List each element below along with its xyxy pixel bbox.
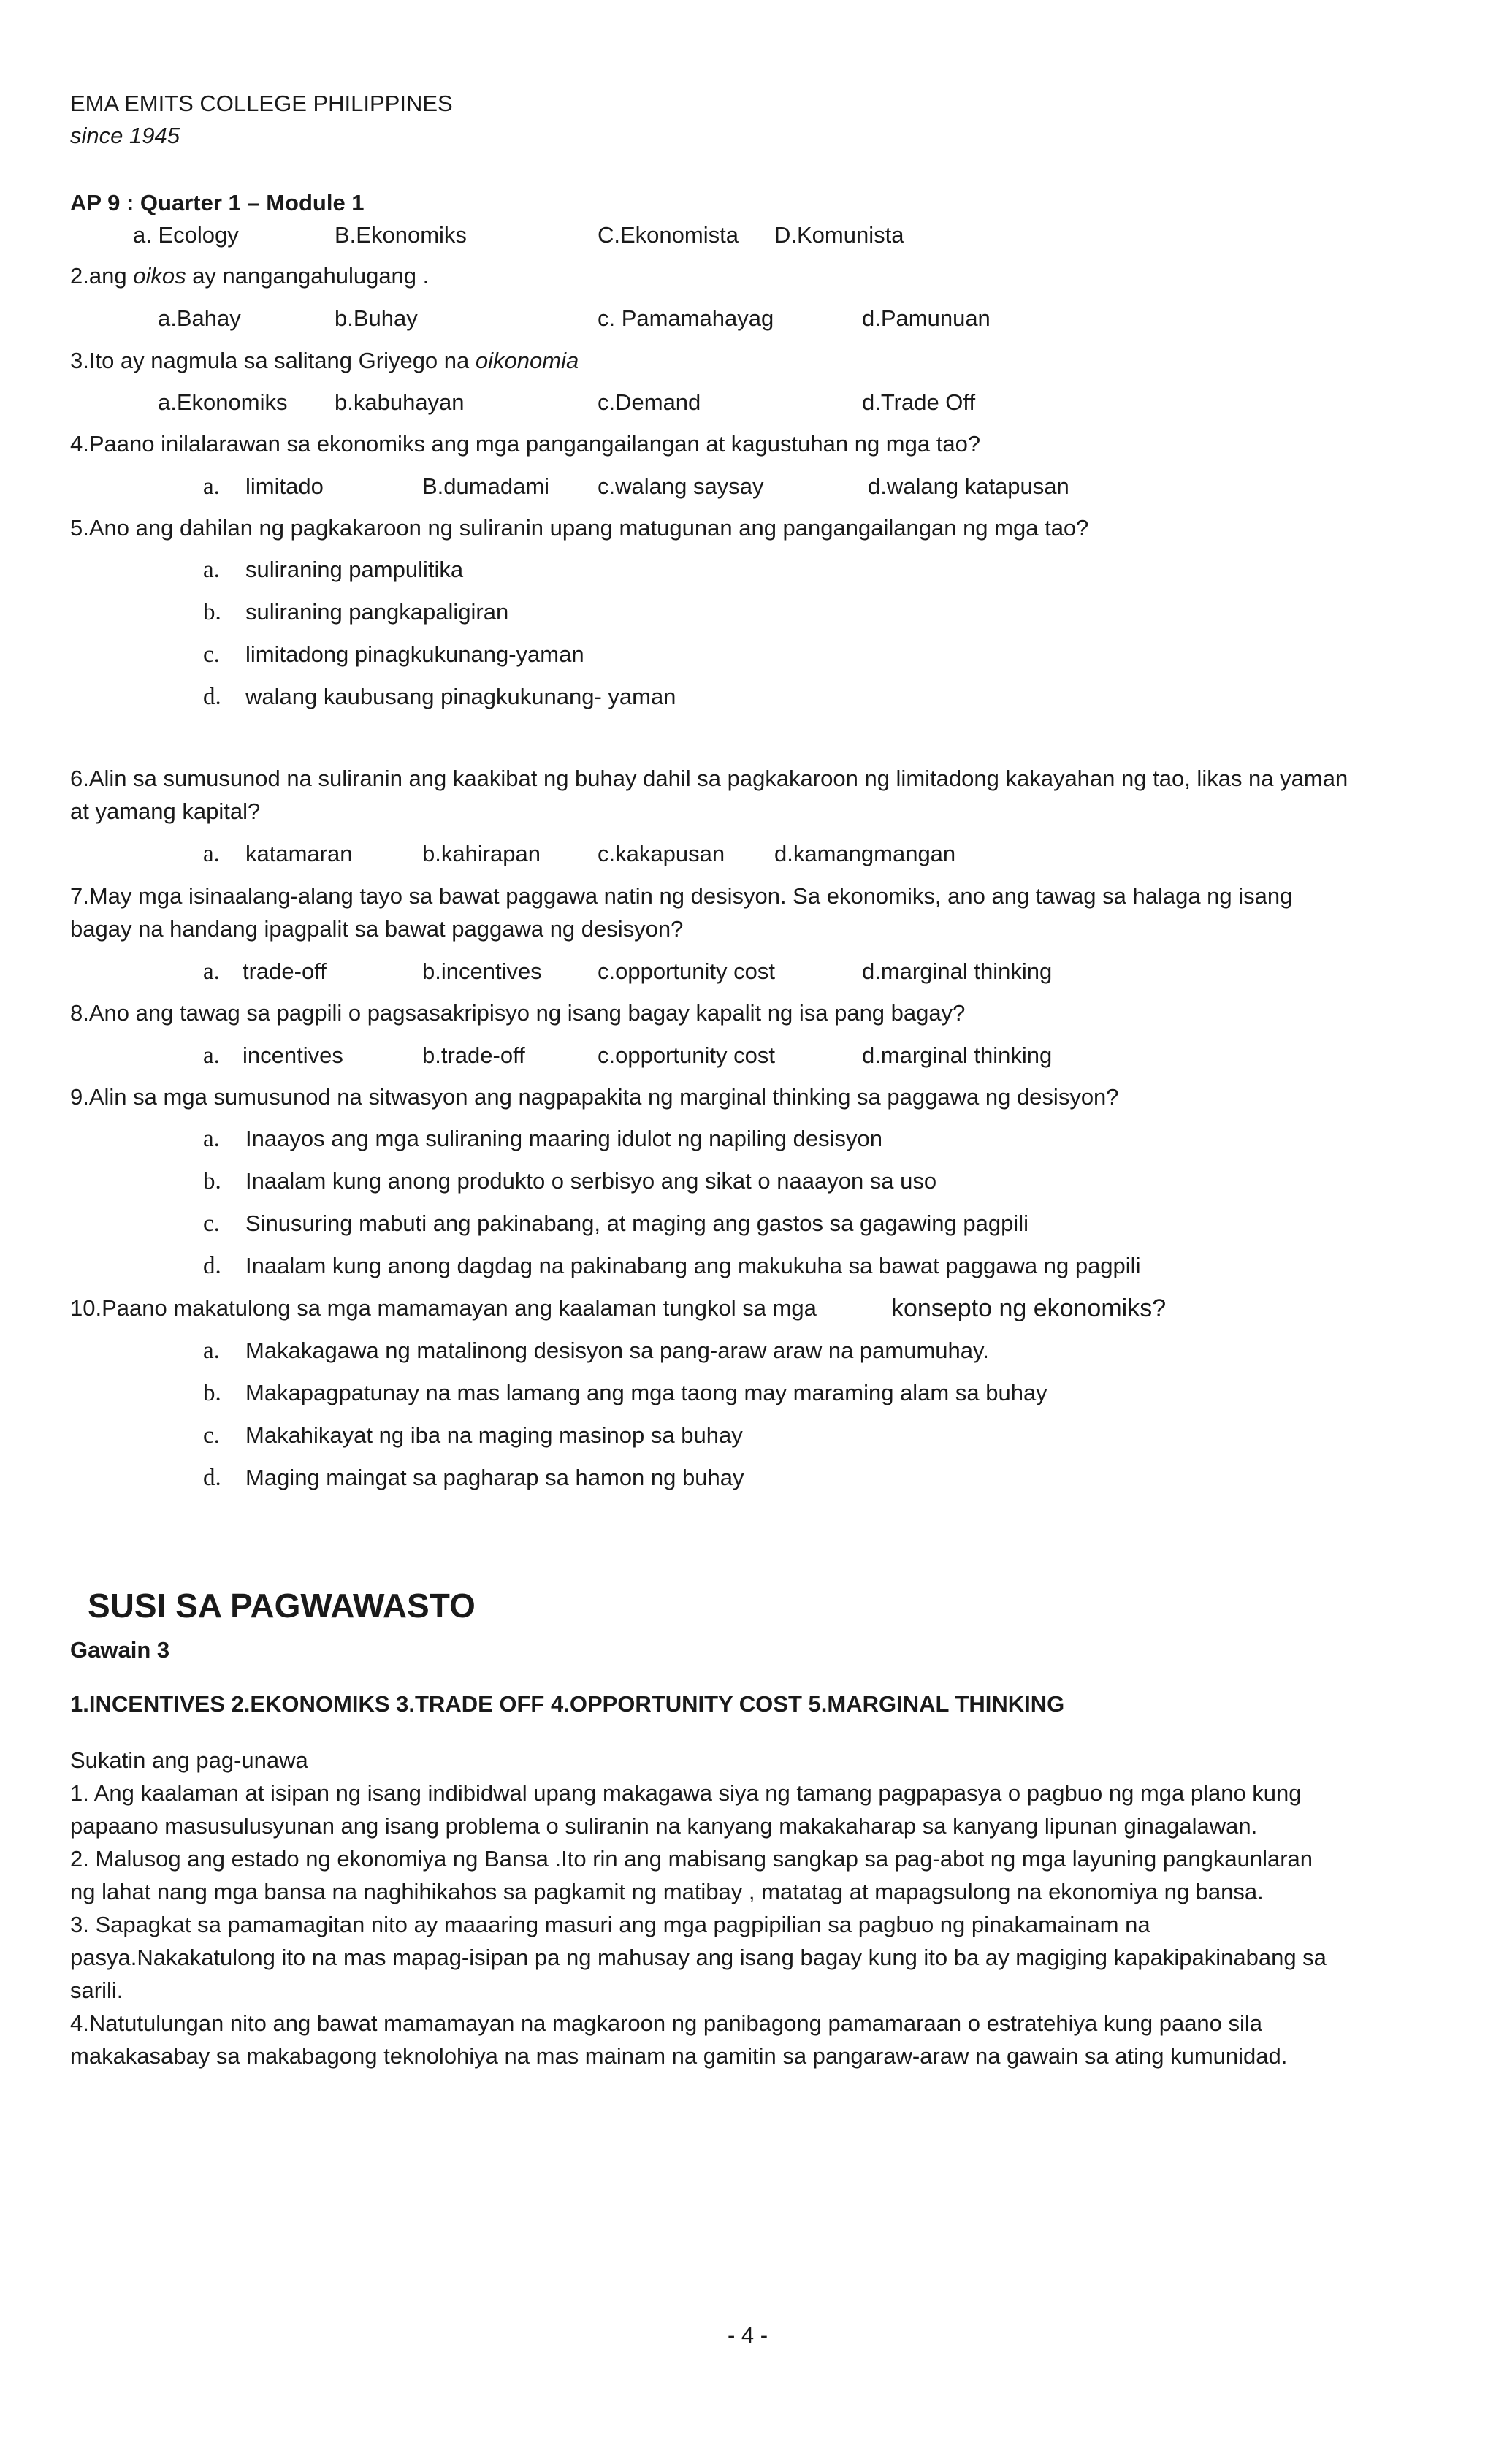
answer-key-title: SUSI SA PAGWAWASTO — [88, 1587, 476, 1625]
q5-option-a-text: suliraning pampulitika — [245, 557, 464, 582]
q5-option-b — [0, 598, 1496, 627]
q7-question-line1: 7.May mga isinaalang-alang tayo sa bawat paggawa natin ng desisyon. Sa ekonomiks, ano ang tawag sa halaga ng isang — [70, 883, 1293, 909]
q1-option-a: a. Ecology — [133, 222, 239, 248]
q9-option-b — [0, 1167, 1496, 1196]
answer-line: makakasabay sa makabagong teknolohiya na mas mainam na gamitin sa pangaraw-araw na gawain sa ating kumunidad. — [70, 2043, 1288, 2069]
q1-option-d: D.Komunista — [774, 222, 904, 248]
answer-line: 1. Ang kaalaman at isipan ng isang indibidwal upang makagawa siya ng tamang pagpapasya o pagbuo ng mga plano kung — [70, 1780, 1302, 1806]
q10-question — [0, 1294, 1496, 1323]
q6-option-c: c.kakapusan — [598, 841, 725, 866]
q2-option-b: b.Buhay — [335, 305, 418, 331]
q4-option-d: d.walang katapusan — [868, 473, 1069, 499]
q5-option-b-text: suliraning pangkapaligiran — [245, 599, 509, 625]
q3-option-a: a.Ekonomiks — [158, 389, 288, 415]
answer-line: 2. Malusog ang estado ng ekonomiya ng Bansa .Ito rin ang mabisang sangkap sa pag-abot ng mga layuning pangkaunlaran — [70, 1846, 1313, 1872]
page-number: - 4 - — [728, 2322, 768, 2348]
module-title: AP 9 : Quarter 1 – Module 1 — [70, 190, 365, 215]
q10-option-c-letter: c. — [203, 1422, 220, 1449]
q10-option-d-text: Maging maingat sa pagharap sa hamon ng buhay — [245, 1465, 744, 1490]
q10-option-c — [0, 1421, 1496, 1450]
q4-option-c: c.walang saysay — [598, 473, 764, 499]
sukatin-heading: Sukatin ang pag-unawa — [70, 1747, 308, 1773]
q9-option-d-letter: d. — [203, 1253, 221, 1279]
q6-option-d: d.kamangmangan — [774, 841, 956, 866]
answer-line: 3. Sapagkat sa pamamagitan nito ay maaaring masuri ang mga pagpipilian sa pagbuo ng pinakamainam na — [70, 1912, 1150, 1937]
q5-question: 5.Ano ang dahilan ng pagkakaroon ng suliranin upang matugunan ang pangangailangan ng mga tao? — [70, 515, 1089, 541]
q5-option-d-letter: d. — [203, 684, 221, 710]
answer-line: 4.Natutulungan nito ang bawat mamamayan na magkaroon ng panibagong pamamaraan o estratehiya kung paano sila — [70, 2010, 1263, 2036]
q8-option-b: b.trade-off — [422, 1042, 525, 1068]
gawain-heading: Gawain 3 — [70, 1637, 170, 1663]
q1-options — [0, 221, 1496, 250]
q8-options — [0, 1041, 1496, 1070]
q10-option-d-letter: d. — [203, 1465, 221, 1491]
q9-option-c-letter: c. — [203, 1210, 220, 1237]
q5-option-a — [0, 555, 1496, 584]
q10-option-a — [0, 1336, 1496, 1365]
q9-option-a — [0, 1124, 1496, 1153]
answer-line: papaano masusulusyunan ang isang problema o suliranin na kanyang makakaharap sa kanyang lipunan ginagalawan. — [70, 1813, 1258, 1839]
q7-option-c: c.opportunity cost — [598, 958, 775, 984]
q6-option-a: katamaran — [245, 841, 353, 866]
q10-option-d — [0, 1463, 1496, 1492]
q2-option-c: c. Pamamahayag — [598, 305, 774, 331]
q8-option-c: c.opportunity cost — [598, 1042, 775, 1068]
q2-options — [0, 304, 1496, 333]
q6-question-line1: 6.Alin sa sumusunod na suliranin ang kaakibat ng buhay dahil sa pagkakaroon ng limitadong kakayahan ng tao, likas na yaman — [70, 766, 1348, 791]
school-name: EMA EMITS COLLEGE PHILIPPINES — [70, 91, 453, 116]
since-year: since 1945 — [70, 123, 180, 148]
q9-question: 9.Alin sa mga sumusunod na sitwasyon ang nagpapakita ng marginal thinking sa paggawa ng desisyon? — [70, 1084, 1119, 1110]
q8-option-a: incentives — [243, 1042, 343, 1068]
q10-option-b-letter: b. — [203, 1380, 221, 1406]
q5-option-b-letter: b. — [203, 599, 221, 625]
q3-options — [0, 388, 1496, 417]
q2-option-a: a.Bahay — [158, 305, 241, 331]
q9-option-d-text: Inaalam kung anong dagdag na pakinabang ang makukuha sa bawat paggawa ng pagpili — [245, 1253, 1141, 1278]
q6-option-a-letter: a. — [203, 841, 220, 867]
q3-option-b: b.kabuhayan — [335, 389, 465, 415]
q8-question: 8.Ano ang tawag sa pagpili o pagsasakripisyo ng isang bagay kapalit ng isa pang bagay? — [70, 1000, 966, 1026]
q4-options — [0, 472, 1496, 501]
q3-question: 3.Ito ay nagmula sa salitang Griyego na oikonomia — [70, 348, 579, 373]
q9-option-b-letter: b. — [203, 1168, 221, 1194]
q4-option-a-letter: a. — [203, 473, 220, 500]
q8-option-a-letter: a. — [203, 1042, 220, 1069]
q8-option-d: d.marginal thinking — [862, 1042, 1053, 1068]
q9-option-a-letter: a. — [203, 1126, 220, 1152]
q10-option-b-text: Makapagpatunay na mas lamang ang mga taong may maraming alam sa buhay — [245, 1380, 1047, 1405]
q7-option-a: trade-off — [243, 958, 327, 984]
q7-options — [0, 957, 1496, 986]
q10-option-b — [0, 1378, 1496, 1408]
q5-option-c-text: limitadong pinagkukunang-yaman — [245, 641, 584, 667]
q9-option-d — [0, 1251, 1496, 1281]
q1-option-b: B.Ekonomiks — [335, 222, 467, 248]
q7-option-a-letter: a. — [203, 958, 220, 985]
answer-line: sarili. — [70, 1977, 123, 2003]
q10-question-text: 10.Paano makatulong sa mga mamamayan ang kaalaman tungkol sa mga — [70, 1295, 817, 1321]
q5-option-c — [0, 640, 1496, 669]
q5-option-c-letter: c. — [203, 641, 220, 668]
q2-question: 2.ang oikos ay nangangahulugang . — [70, 263, 430, 289]
q10-question-tail: konsepto ng ekonomiks? — [891, 1294, 1167, 1322]
q4-option-b: B.dumadami — [422, 473, 550, 499]
q9-option-a-text: Inaayos ang mga suliraning maaring idulot ng napiling desisyon — [245, 1126, 882, 1151]
q4-option-a: limitado — [245, 473, 324, 499]
gawain-answers: 1.INCENTIVES 2.EKONOMIKS 3.TRADE OFF 4.OPPORTUNITY COST 5.MARGINAL THINKING — [70, 1691, 1065, 1717]
q7-question-line2: bagay na handang ipagpalit sa bawat paggawa ng desisyon? — [70, 916, 684, 942]
q10-option-c-text: Makahikayat ng iba na maging masinop sa buhay — [245, 1422, 743, 1448]
answer-line: ng lahat nang mga bansa na naghihikahos sa pagkamit ng matibay , matatag at mapagsulong na ekonomiya ng bansa. — [70, 1879, 1264, 1904]
q10-option-a-letter: a. — [203, 1338, 220, 1364]
q3-option-d: d.Trade Off — [862, 389, 976, 415]
q9-option-b-text: Inaalam kung anong produkto o serbisyo ang sikat o naaayon sa uso — [245, 1168, 937, 1194]
q4-question: 4.Paano inilalarawan sa ekonomiks ang mga pangangailangan at kagustuhan ng mga tao? — [70, 431, 981, 457]
q1-option-c: C.Ekonomista — [598, 222, 739, 248]
q5-option-d — [0, 682, 1496, 712]
q3-option-c: c.Demand — [598, 389, 701, 415]
q7-option-d: d.marginal thinking — [862, 958, 1053, 984]
answer-line: pasya.Nakakatulong ito na mas mapag-isipan pa ng mahusay ang isang bagay kung ito ba ay magiging kapakipakinabang sa — [70, 1945, 1327, 1970]
q10-option-a-text: Makakagawa ng matalinong desisyon sa pang-araw araw na pamumuhay. — [245, 1338, 989, 1363]
q9-option-c-text: Sinusuring mabuti ang pakinabang, at maging ang gastos sa gagawing pagpili — [245, 1210, 1028, 1236]
q7-option-b: b.incentives — [422, 958, 542, 984]
q5-option-a-letter: a. — [203, 557, 220, 583]
q6-question-line2: at yamang kapital? — [70, 798, 261, 824]
q6-option-b: b.kahirapan — [422, 841, 541, 866]
q5-option-d-text: walang kaubusang pinagkukunang- yaman — [245, 684, 676, 709]
q9-option-c — [0, 1209, 1496, 1238]
q6-options — [0, 839, 1496, 869]
q2-option-d: d.Pamunuan — [862, 305, 991, 331]
